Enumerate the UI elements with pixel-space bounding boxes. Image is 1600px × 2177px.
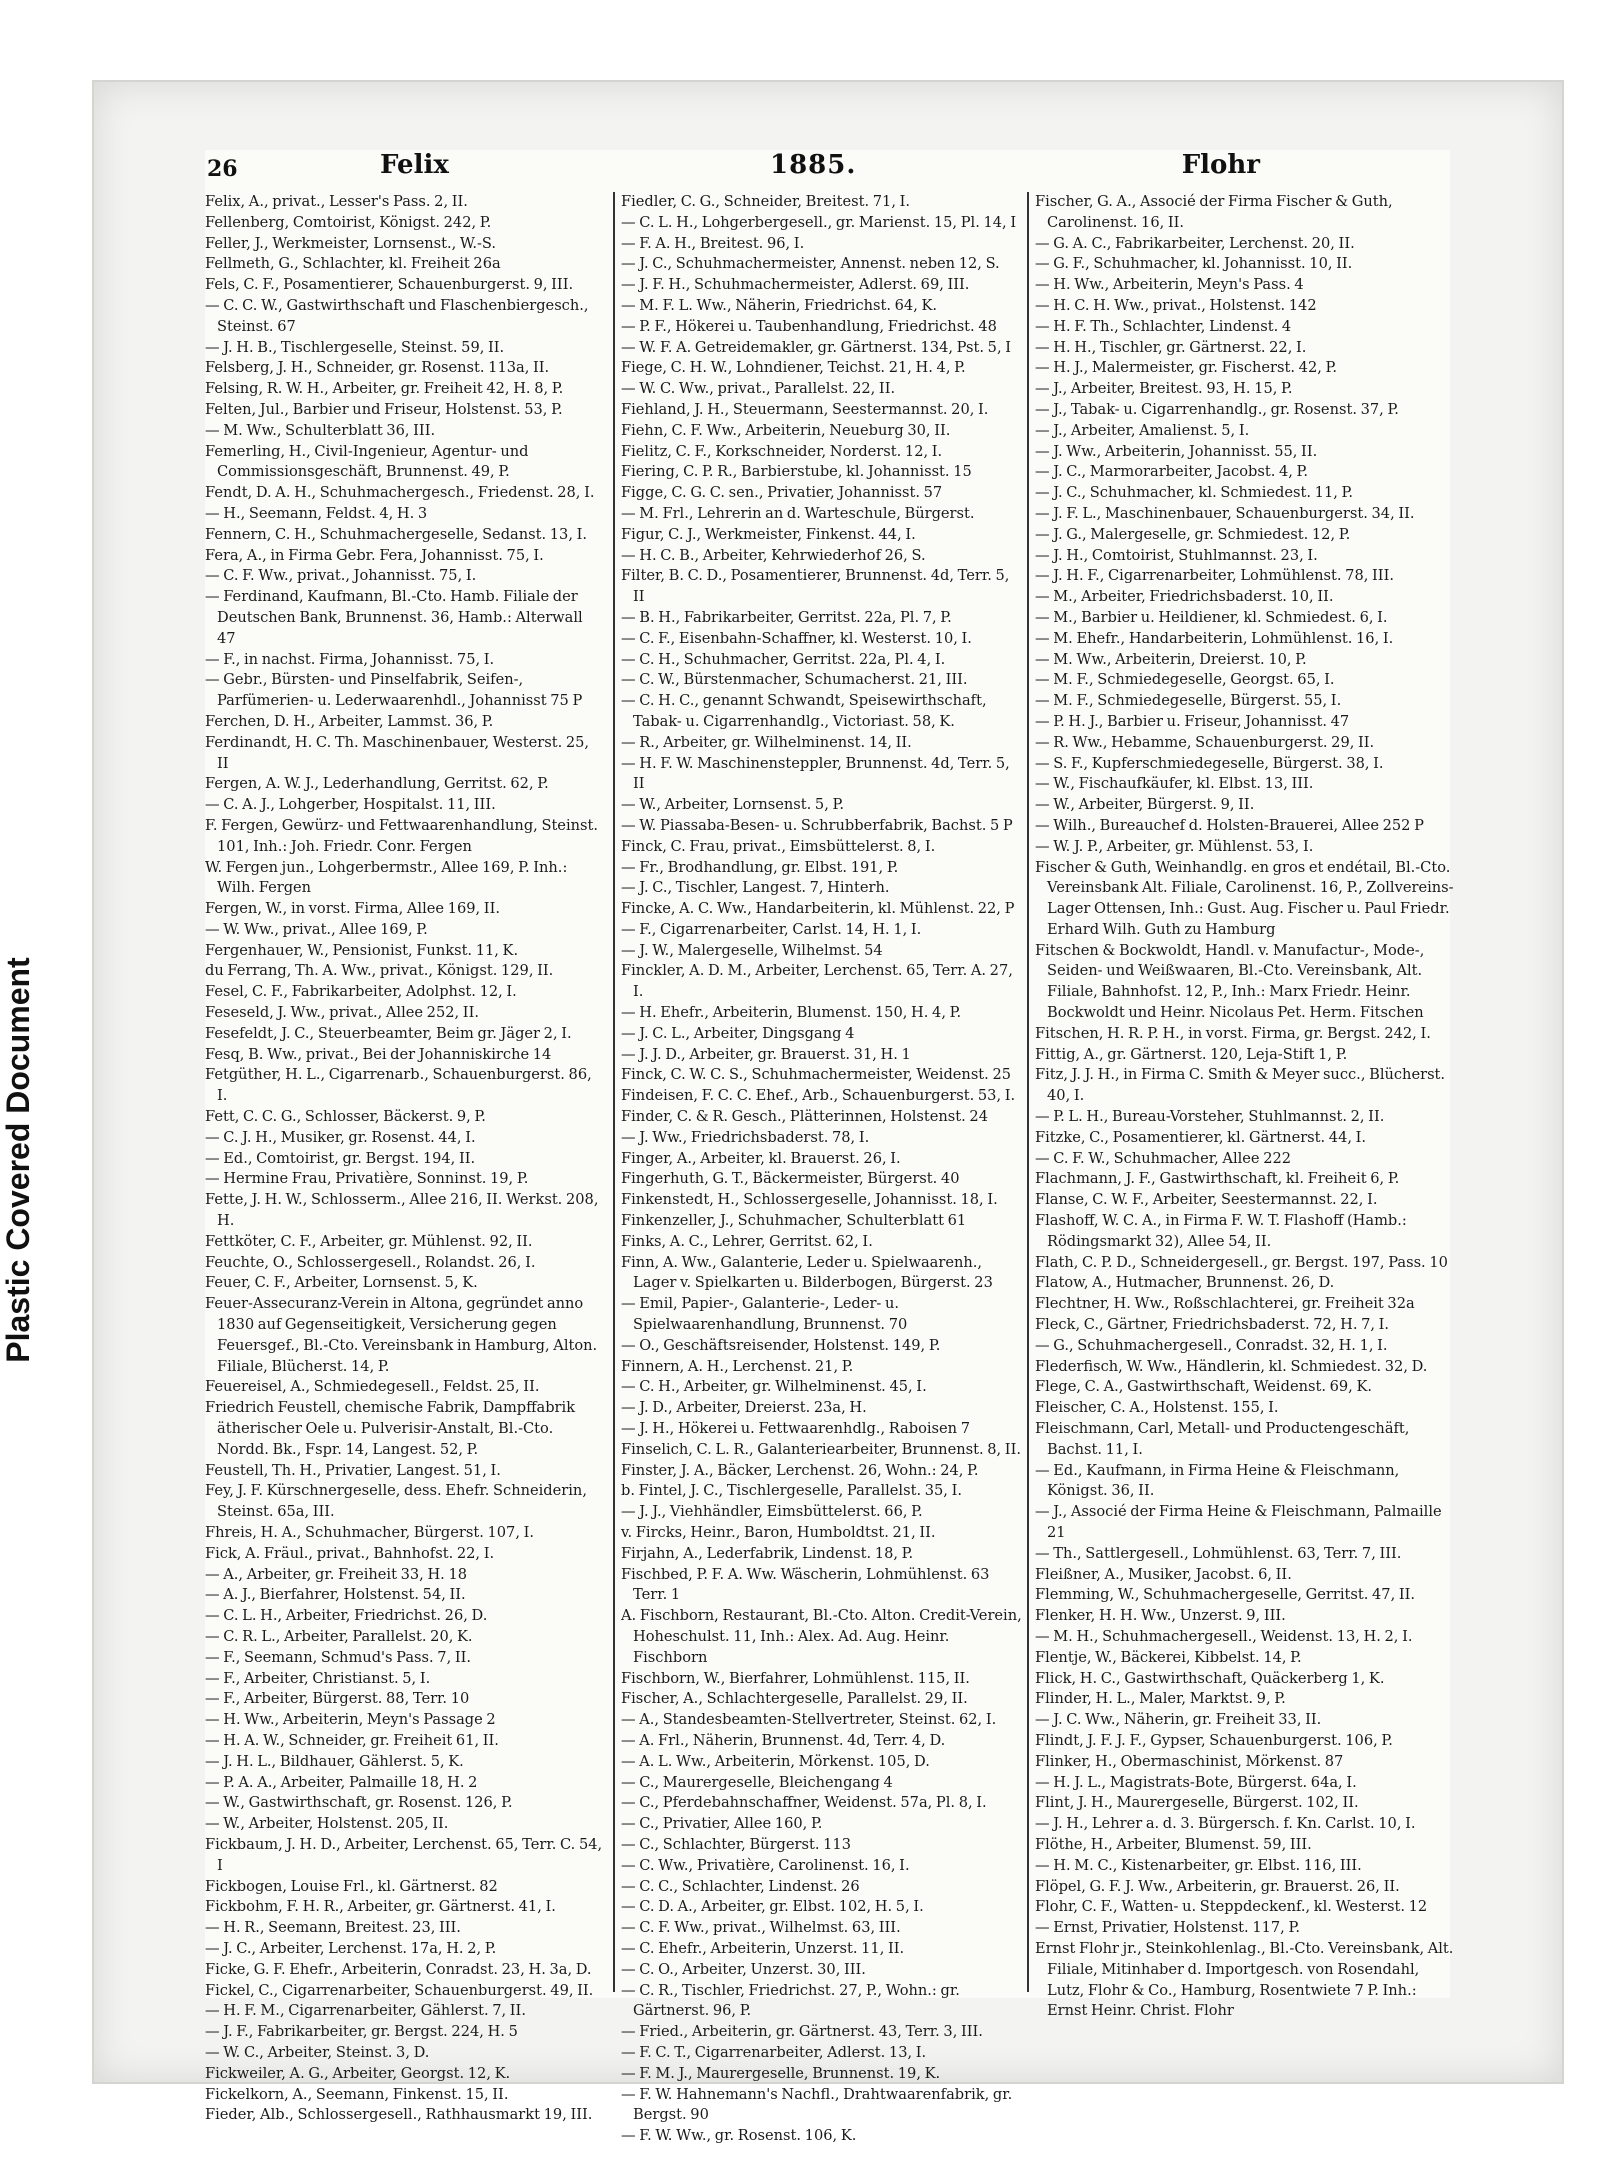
directory-entry: Feuereisel, A., Schmiedegesell., Feldst. 25, II. bbox=[205, 1378, 540, 1396]
directory-entry: — P. F., Hökerei u. Taubenhandlung, Friedrichst. 48 bbox=[621, 317, 997, 335]
directory-entry: Ferchen, D. H., Arbeiter, Lammst. 36, P. bbox=[205, 712, 494, 730]
directory-entry: Flechtner, H. Ww., Roßschlachterei, gr. Freiheit 32a bbox=[1035, 1295, 1415, 1313]
directory-entry: Ernst Flohr jr., Steinkohlenlag., Bl.-Cto. Vereinsbank, Alt. Filiale, Mitinhaber d. Importgesch. von Rosendahl, Lutz, Flohr & Co., Hamburg, Rosentwiete 7 P. Inh.: Ernst Heinr. Christ. Flohr bbox=[1035, 1939, 1454, 2020]
directory-entry: Findeisen, F. C. C. Ehef., Arb., Schauenburgerst. 53, I. bbox=[621, 1087, 1016, 1105]
directory-entry: Fett, C. C. G., Schlosser, Bäckerst. 9, P. bbox=[205, 1108, 486, 1126]
directory-entry: — C. C., Schlachter, Lindenst. 26 bbox=[621, 1877, 860, 1895]
directory-entry: — F. A. H., Breitest. 96, I. bbox=[621, 234, 805, 252]
directory-column-left bbox=[205, 192, 603, 2124]
directory-entry: Flentje, W., Bäckerei, Kibbelst. 14, P. bbox=[1035, 1648, 1302, 1666]
directory-entry: Fiehland, J. H., Steuermann, Seestermannst. 20, I. bbox=[621, 400, 989, 418]
directory-entry: Fellmeth, G., Schlachter, kl. Freiheit 26a bbox=[205, 255, 501, 273]
directory-entry: — H. A. W., Schneider, gr. Freiheit 61, II. bbox=[205, 1731, 499, 1749]
directory-entry: — H. H., Tischler, gr. Gärtnerst. 22, I. bbox=[1035, 338, 1307, 356]
directory-entry: — J. J., Viehhändler, Eimsbüttelerst. 66, P. bbox=[621, 1503, 923, 1521]
directory-entry: — C. R., Tischler, Friedrichst. 27, P., Wohn.: gr. Gärtnerst. 96, P. bbox=[621, 1981, 960, 2020]
directory-entry: — Fr., Brodhandlung, gr. Elbst. 191, P. bbox=[621, 858, 899, 876]
directory-entry: — H. Ehefr., Arbeiterin, Blumenst. 150, H. 4, P. bbox=[621, 1004, 962, 1022]
directory-entry: — Wilh., Bureauchef d. Holsten-Brauerei, Allee 252 P bbox=[1035, 816, 1424, 834]
directory-entry: Fendt, D. A. H., Schuhmachergesch., Friedenst. 28, I. bbox=[205, 484, 595, 502]
page-header bbox=[205, 150, 1450, 188]
directory-entry: v. Fircks, Heinr., Baron, Humboldtst. 21, II. bbox=[621, 1524, 936, 1541]
directory-entry: — J. C., Schuhmacher, kl. Schmiedest. 11, P. bbox=[1035, 484, 1354, 502]
directory-entry: Fickbaum, J. H. D., Arbeiter, Lerchenst. 65, Terr. C. 54, I bbox=[205, 1835, 603, 1874]
directory-entry: — H. C. H. Ww., privat., Holstenst. 142 bbox=[1035, 296, 1317, 314]
directory-entry: du Ferrang, Th. A. Ww., privat., Königst. 129, II. bbox=[205, 962, 554, 980]
directory-entry: — J. H. L., Bildhauer, Gählerst. 5, K. bbox=[205, 1752, 464, 1770]
directory-entry: — O., Geschäftsreisender, Holstenst. 149, P. bbox=[621, 1336, 941, 1354]
directory-entry: — J. H., Lehrer a. d. 3. Bürgersch. f. Kn. Carlst. 10, I. bbox=[1035, 1815, 1416, 1833]
directory-entry: — J. C. Ww., Näherin, gr. Freiheit 33, II. bbox=[1035, 1711, 1322, 1729]
directory-entry: Flanse, C. W. F., Arbeiter, Seestermannst. 22, I. bbox=[1035, 1191, 1378, 1209]
directory-entry: Flashoff, W. C. A., in Firma F. W. T. Flashoff (Hamb.: Rödingsmarkt 32), Allee 54, II. bbox=[1035, 1212, 1407, 1250]
directory-entry: Fergen, A. W. J., Lederhandlung, Gerritst. 62, P. bbox=[205, 775, 549, 793]
header-year: 1885. bbox=[770, 150, 857, 180]
directory-entry: — W., Arbeiter, Lornsenst. 5, P. bbox=[621, 796, 844, 814]
directory-entry: Femerling, H., Civil-Ingenieur, Agentur- und Commissionsgeschäft, Brunnenst. 49, P. bbox=[205, 442, 529, 481]
directory-entry: — F., Arbeiter, Bürgerst. 88, Terr. 10 bbox=[205, 1690, 470, 1708]
directory-entry: — R. Ww., Hebamme, Schauenburgerst. 29, II. bbox=[1035, 733, 1375, 751]
directory-entry: — C., Schlachter, Bürgerst. 113 bbox=[621, 1835, 851, 1853]
directory-entry: Flath, C. P. D., Schneidergesell., gr. Bergst. 197, Pass. 10 bbox=[1035, 1253, 1448, 1271]
directory-entry: Fergenhauer, W., Pensionist, Funkst. 11, K. bbox=[205, 941, 519, 959]
directory-entry: Fitschen & Bockwoldt, Handl. v. Manufactur-, Mode-, Seiden- und Weißwaaren, Bl.-Cto. Vereinsbank, Alt. Filiale, Bahnhofst. 12, P., Inh.: Marx Friedr. Heinr. Bockwoldt und Heinr. Nicolaus Pet. Herm. Fitschen bbox=[1035, 941, 1425, 1022]
directory-entry: — F. C. T., Cigarrenarbeiter, Adlerst. 13, I. bbox=[621, 2043, 927, 2061]
directory-entry: Fingerhuth, G. T., Bäckermeister, Bürgerst. 40 bbox=[621, 1170, 960, 1188]
directory-entry: — J. C. L., Arbeiter, Dingsgang 4 bbox=[621, 1024, 855, 1042]
directory-entry: Fesq, B. Ww., privat., Bei der Johanniskirche 14 bbox=[205, 1045, 552, 1063]
directory-entry: — M. Ww., Schulterblatt 36, III. bbox=[205, 421, 436, 439]
directory-entry: Fincke, A. C. Ww., Handarbeiterin, kl. Mühlenst. 22, P bbox=[621, 900, 1015, 918]
directory-entry: Figge, C. G. C. sen., Privatier, Johannisst. 57 bbox=[621, 484, 943, 502]
directory-entry: — J. G., Malergeselle, gr. Schmiedest. 12, P. bbox=[1035, 525, 1351, 543]
directory-entry: Fittig, A., gr. Gärtnerst. 120, Leja-Stift 1, P. bbox=[1035, 1045, 1348, 1063]
directory-entry: Fhreis, H. A., Schuhmacher, Bürgerst. 107, I. bbox=[205, 1524, 535, 1541]
directory-entry: — C. A. J., Lohgerber, Hospitalst. 11, III. bbox=[205, 796, 496, 814]
directory-entry: Fischer, G. A., Associé der Firma Fischer & Guth, Carolinenst. 16, II. bbox=[1035, 193, 1393, 231]
directory-entry: Flint, J. H., Maurergeselle, Bürgerst. 102, II. bbox=[1035, 1794, 1359, 1812]
header-right-word: Flohr bbox=[1181, 150, 1260, 180]
directory-entry: — W., Arbeiter, Holstenst. 205, II. bbox=[205, 1815, 449, 1833]
directory-entry: — M. F., Schmiedegeselle, Georgst. 65, I. bbox=[1035, 671, 1335, 689]
directory-entry: Fette, J. H. W., Schlosserm., Allee 216, II. Werkst. 208, H. bbox=[205, 1191, 599, 1230]
directory-entry: — H. J., Malermeister, gr. Fischerst. 42, P. bbox=[1035, 359, 1338, 377]
directory-entry: — J. C., Schuhmachermeister, Annenst. neben 12, S. bbox=[621, 255, 1000, 273]
directory-entry: Fleißner, A., Musiker, Jacobst. 6, II. bbox=[1035, 1565, 1292, 1583]
directory-entry: — C. H. C., genannt Schwandt, Speisewirthschaft, Tabak- u. Cigarrenhandlg., Victoriast. 58, K. bbox=[621, 692, 987, 730]
directory-entry: — P. H. J., Barbier u. Friseur, Johannisst. 47 bbox=[1035, 712, 1350, 730]
directory-entry: Finckler, A. D. M., Arbeiter, Lerchenst. 65, Terr. A. 27, I. bbox=[621, 962, 1013, 1001]
directory-entry: Feuer, C. F., Arbeiter, Lornsenst. 5, K. bbox=[205, 1274, 478, 1292]
directory-entry: Fiehn, C. F. Ww., Arbeiterin, Neueburg 30, II. bbox=[621, 421, 951, 439]
directory-entry: Fleck, C., Gärtner, Friedrichsbaderst. 72, H. 7, I. bbox=[1035, 1316, 1390, 1334]
directory-entry: Fickel, C., Cigarrenarbeiter, Schauenburgerst. 49, II. bbox=[205, 1981, 594, 1999]
directory-entry: Fischer & Guth, Weinhandlg. en gros et endétail, Bl.-Cto. Vereinsbank Alt. Filiale, Carolinenst. 16, P., Zollvereins-Lager Ottensen, Inh.: Gust. Aug. Fischer u. Paul Friedr. Erhard Wilh. Guth zu Hamburg bbox=[1035, 858, 1454, 938]
directory-entry: F. Fergen, Gewürz- und Fettwaarenhandlung, Steinst. 101, Inh.: Joh. Friedr. Conr. Fergen bbox=[205, 816, 599, 855]
directory-entry: — S. F., Kupferschmiedegeselle, Bürgerst. 38, I. bbox=[1035, 754, 1384, 772]
directory-entry: Fesefeldt, J. C., Steuerbeamter, Beim gr. Jäger 2, I. bbox=[205, 1024, 572, 1042]
directory-entry: — M. F., Schmiedegeselle, Bürgerst. 55, I. bbox=[1035, 692, 1342, 710]
directory-entry: Fleischmann, Carl, Metall- und Productengeschäft, Bachst. 11, I. bbox=[1035, 1420, 1410, 1458]
directory-entry: — M., Arbeiter, Friedrichsbaderst. 10, II. bbox=[1035, 588, 1334, 606]
directory-entry: Finger, A., Arbeiter, kl. Brauerst. 26, I. bbox=[621, 1149, 901, 1167]
directory-entry: Feuchte, O., Schlossergesell., Rolandst. 26, I. bbox=[205, 1253, 536, 1271]
directory-entry: Flick, H. C., Gastwirthschaft, Quäckerberg 1, K. bbox=[1035, 1669, 1385, 1687]
directory-entry: Fitzke, C., Posamentierer, kl. Gärtnerst. 44, I. bbox=[1035, 1128, 1367, 1146]
directory-entry: Flindt, J. F. J. F., Gypser, Schauenburgerst. 106, P. bbox=[1035, 1731, 1393, 1749]
directory-entry: Finder, C. & R. Gesch., Plätterinnen, Holstenst. 24 bbox=[621, 1108, 988, 1126]
header-left-word: Felix bbox=[380, 150, 449, 180]
directory-entry: — J. H. B., Tischlergeselle, Steinst. 59, II. bbox=[205, 338, 505, 356]
directory-entry: — F. W. Ww., gr. Rosenst. 106, K. bbox=[621, 2127, 857, 2145]
directory-entry: — J. C., Marmorarbeiter, Jacobst. 4, P. bbox=[1035, 463, 1309, 481]
directory-entry: Finkenzeller, J., Schuhmacher, Schulterblatt 61 bbox=[621, 1212, 967, 1230]
directory-entry: — W., Fischaufkäufer, kl. Elbst. 13, III. bbox=[1035, 775, 1314, 793]
directory-entry: Ficke, G. F. Ehefr., Arbeiterin, Conradst. 23, H. 3a, D. bbox=[205, 1960, 592, 1978]
directory-entry: Fischborn, W., Bierfahrer, Lohmühlenst. 115, II. bbox=[621, 1669, 970, 1687]
directory-entry: Fennern, C. H., Schuhmachergeselle, Sedanst. 13, I. bbox=[205, 525, 588, 543]
directory-entry: — Ferdinand, Kaufmann, Bl.-Cto. Hamb. Filiale der Deutschen Bank, Brunnenst. 36, Hamb.: Alterwall 47 bbox=[205, 588, 583, 647]
directory-entry: Feustell, Th. H., Privatier, Langest. 51, I. bbox=[205, 1461, 501, 1479]
directory-entry: — C. O., Arbeiter, Unzerst. 30, III. bbox=[621, 1960, 866, 1978]
directory-entry: Fick, A. Fräul., privat., Bahnhofst. 22, I. bbox=[205, 1544, 495, 1562]
directory-entry: Fitschen, H. R. P. H., in vorst. Firma, gr. Bergst. 242, I. bbox=[1035, 1024, 1431, 1042]
directory-entry: Fetgüther, H. L., Cigarrenarb., Schauenburgerst. 86, I. bbox=[205, 1066, 592, 1105]
directory-entry: Fickbohm, F. H. R., Arbeiter, gr. Gärtnerst. 41, I. bbox=[205, 1898, 556, 1916]
directory-entry: Friedrich Feustell, chemische Fabrik, Dampffabrik ätherischer Oele u. Pulverisir-Anstalt, Bl.-Cto. Nordd. Bk., Fspr. 14, Langest. 52, P. bbox=[205, 1399, 576, 1458]
directory-entry: Flederfisch, W. Ww., Händlerin, kl. Schmiedest. 32, D. bbox=[1035, 1357, 1428, 1375]
directory-entry: Felsberg, J. H., Schneider, gr. Rosenst. 113a, II. bbox=[205, 359, 550, 377]
directory-entry: — C. Ww., Privatière, Carolinenst. 16, I. bbox=[621, 1856, 910, 1874]
directory-entry: — J. F., Fabrikarbeiter, gr. Bergst. 224, H. 5 bbox=[205, 2023, 518, 2041]
directory-entry: Flachmann, J. F., Gastwirthschaft, kl. Freiheit 6, P. bbox=[1035, 1170, 1400, 1188]
directory-entry: — W. Piassaba-Besen- u. Schrubberfabrik, Bachst. 5 P bbox=[621, 816, 1013, 834]
directory-entry: — C. F., Eisenbahn-Schaffner, kl. Westerst. 10, I. bbox=[621, 629, 972, 647]
directory-entry: Fielitz, C. F., Korkschneider, Norderst. 12, I. bbox=[621, 442, 943, 460]
directory-entry: — F., Cigarrenarbeiter, Carlst. 14, H. 1, I. bbox=[621, 920, 922, 938]
directory-entry: Flenker, H. H. Ww., Unzerst. 9, III. bbox=[1035, 1607, 1286, 1625]
directory-entry: — G., Schuhmachergesell., Conradst. 32, H. 1, I. bbox=[1035, 1336, 1388, 1354]
directory-entry: Fleischer, C. A., Holstenst. 155, I. bbox=[1035, 1399, 1279, 1417]
directory-entry: — W., Gastwirthschaft, gr. Rosenst. 126, P. bbox=[205, 1794, 513, 1812]
directory-entry: — J. C., Tischler, Langest. 7, Hinterh. bbox=[621, 879, 890, 897]
directory-entry: — J., Tabak- u. Cigarrenhandlg., gr. Rosenst. 37, P. bbox=[1035, 400, 1399, 418]
directory-entry: Flinker, H., Obermaschinist, Mörkenst. 87 bbox=[1035, 1752, 1344, 1770]
directory-entry: A. Fischborn, Restaurant, Bl.-Cto. Alton. Credit-Verein, Hoheschulst. 11, Inh.: Alex. Ad. Aug. Heinr. Fischborn bbox=[621, 1607, 1022, 1666]
directory-entry: — J., Arbeiter, Amalienst. 5, I. bbox=[1035, 421, 1250, 439]
directory-entry: — J. H., Comtoirist, Stuhlmannst. 23, I. bbox=[1035, 546, 1318, 564]
directory-entry: — F., Arbeiter, Christianst. 5, I. bbox=[205, 1669, 431, 1687]
directory-entry: — J., Arbeiter, Breitest. 93, H. 15, P. bbox=[1035, 380, 1293, 398]
directory-entry: — C. F. Ww., privat., Wilhelmst. 63, III. bbox=[621, 1919, 901, 1937]
directory-entry: Flöpel, G. F. J. Ww., Arbeiterin, gr. Brauerst. 26, II. bbox=[1035, 1877, 1400, 1895]
directory-entry: Flemming, W., Schuhmachergeselle, Gerritst. 47, II. bbox=[1035, 1586, 1416, 1604]
directory-entry: Fitz, J. J. H., in Firma C. Smith & Meyer succ., Blücherst. 40, I. bbox=[1035, 1066, 1446, 1105]
directory-entry: — H. R., Seemann, Breitest. 23, III. bbox=[205, 1919, 461, 1937]
directory-entry: — C. H., Arbeiter, gr. Wilhelminenst. 45, I. bbox=[621, 1378, 927, 1396]
directory-entry: — C. H., Schuhmacher, Gerritst. 22a, Pl. 4, I. bbox=[621, 650, 946, 668]
directory-entry: Finks, A. C., Lehrer, Gerritst. 62, I. bbox=[621, 1232, 873, 1250]
directory-entry: — H. F. M., Cigarrenarbeiter, Gählerst. 7, II. bbox=[205, 2002, 526, 2020]
directory-entry: Figur, C. J., Werkmeister, Finkenst. 44, I. bbox=[621, 525, 916, 543]
directory-entry: Flatow, A., Hutmacher, Brunnenst. 26, D. bbox=[1035, 1274, 1335, 1292]
directory-entry: Finn, A. Ww., Galanterie, Leder u. Spielwaarenh., Lager v. Spielkarten u. Bilderbogen, Bürgerst. 23 bbox=[621, 1253, 993, 1292]
directory-entry: — W., Arbeiter, Bürgerst. 9, II. bbox=[1035, 796, 1255, 814]
directory-entry: — F., Seemann, Schmud's Pass. 7, II. bbox=[205, 1648, 472, 1666]
directory-entry: Fiege, C. H. W., Lohndiener, Teichst. 21, H. 4, P. bbox=[621, 359, 966, 377]
directory-entry: — W. C., Arbeiter, Steinst. 3, D. bbox=[205, 2043, 430, 2061]
directory-entry: — J. F. L., Maschinenbauer, Schauenburgerst. 34, II. bbox=[1035, 504, 1415, 522]
directory-entry: — M. Frl., Lehrerin an d. Warteschule, Bürgerst. bbox=[621, 504, 975, 522]
directory-entry: — Th., Sattlergesell., Lohmühlenst. 63, Terr. 7, III. bbox=[1035, 1544, 1402, 1562]
directory-entry: — H. F. W. Maschinensteppler, Brunnenst. 4d, Terr. 5, II bbox=[621, 754, 1010, 793]
page-number: 26 bbox=[207, 156, 238, 182]
directory-entry: — J. C., Arbeiter, Lerchenst. 17a, H. 2, P. bbox=[205, 1939, 497, 1957]
directory-entry: — Ed., Kaufmann, in Firma Heine & Fleischmann, Königst. 36, II. bbox=[1035, 1461, 1400, 1500]
directory-entry: — A. Frl., Näherin, Brunnenst. 4d, Terr. 4, D. bbox=[621, 1731, 946, 1749]
directory-entry: Flege, C. A., Gastwirthschaft, Weidenst. 69, K. bbox=[1035, 1378, 1372, 1396]
directory-entry: Fesel, C. F., Fabrikarbeiter, Adolphst. 12, I. bbox=[205, 983, 517, 1001]
directory-entry: — C. F. W., Schuhmacher, Allee 222 bbox=[1035, 1149, 1292, 1167]
directory-entry: Fieder, Alb., Schlossergesell., Rathhausmarkt 19, III. bbox=[205, 2106, 593, 2124]
directory-entry: — C., Maurergeselle, Bleichengang 4 bbox=[621, 1773, 893, 1791]
directory-entry: — M., Barbier u. Heildiener, kl. Schmiedest. 6, I. bbox=[1035, 608, 1388, 626]
directory-entry: Finck, C. W. C. S., Schuhmachermeister, Weidenst. 25 bbox=[621, 1066, 1012, 1084]
directory-entry: Fischbed, P. F. A. Ww. Wäscherin, Lohmühlenst. 63 Terr. 1 bbox=[621, 1565, 990, 1604]
directory-entry: Fischer, A., Schlachtergeselle, Parallelst. 29, II. bbox=[621, 1690, 968, 1708]
directory-entry: — W. F. A. Getreidemakler, gr. Gärtnerst. 134, Pst. 5, I bbox=[621, 338, 1012, 356]
directory-entry: — C. D. A., Arbeiter, gr. Elbst. 102, H. 5, I. bbox=[621, 1898, 924, 1916]
directory-entry: Fettköter, C. F., Arbeiter, gr. Mühlenst. 92, II. bbox=[205, 1232, 533, 1250]
plastic-covered-label: Plastic Covered Document bbox=[0, 957, 36, 1363]
directory-entry: b. Fintel, J. C., Tischlergeselle, Parallelst. 35, I. bbox=[621, 1482, 962, 1500]
directory-entry: Fergen, W., in vorst. Firma, Allee 169, II. bbox=[205, 900, 500, 918]
directory-entry: — J. D., Arbeiter, Dreierst. 23a, H. bbox=[621, 1399, 867, 1417]
directory-column-middle bbox=[613, 192, 1023, 2145]
directory-entry: Feuer-Assecuranz-Verein in Altona, gegründet anno 1830 auf Gegenseitigkeit, Versicherung gegen Feuersgef., Bl.-Cto. Vereinsbank in Hamburg, Alton. Filiale, Blücherst. 14, P. bbox=[205, 1295, 598, 1375]
directory-entry: — F. W. Hahnemann's Nachfl., Drahtwaarenfabrik, gr. Bergst. 90 bbox=[621, 2085, 1013, 2124]
directory-column-right bbox=[1027, 192, 1454, 2020]
directory-entry: Fels, C. F., Posamentierer, Schauenburgerst. 9, III. bbox=[205, 276, 574, 294]
directory-entry: — W. C. Ww., privat., Parallelst. 22, II. bbox=[621, 380, 896, 398]
directory-entry: — P. A. A., Arbeiter, Palmaille 18, H. 2 bbox=[205, 1773, 478, 1791]
directory-entry: — C. W., Bürstenmacher, Schumacherst. 21, III. bbox=[621, 671, 968, 689]
directory-entry: — A., Standesbeamten-Stellvertreter, Steinst. 62, I. bbox=[621, 1711, 997, 1729]
directory-entry: — W. J. P., Arbeiter, gr. Mühlenst. 53, I. bbox=[1035, 837, 1314, 855]
directory-entry: Finnern, A. H., Lerchenst. 21, P. bbox=[621, 1357, 854, 1375]
directory-entry: Fiedler, C. G., Schneider, Breitest. 71, I. bbox=[621, 193, 910, 210]
directory-entry: — Fried., Arbeiterin, gr. Gärtnerst. 43, Terr. 3, III. bbox=[621, 2023, 983, 2041]
directory-entry: — M. Ehefr., Handarbeiterin, Lohmühlenst. 16, I. bbox=[1035, 629, 1394, 647]
directory-entry: — H. C. B., Arbeiter, Kehrwiederhof 26, S. bbox=[621, 546, 926, 564]
directory-entry: — C., Privatier, Allee 160, P. bbox=[621, 1815, 823, 1833]
directory-entry: Finkenstedt, H., Schlossergeselle, Johannisst. 18, I. bbox=[621, 1191, 998, 1209]
directory-entry: — F., in nachst. Firma, Johannisst. 75, I. bbox=[205, 650, 495, 668]
directory-entry: Finster, J. A., Bäcker, Lerchenst. 26, Wohn.: 24, P. bbox=[621, 1461, 979, 1479]
directory-entry: — J. Ww., Friedrichsbaderst. 78, I. bbox=[621, 1128, 870, 1146]
directory-page bbox=[205, 150, 1454, 2145]
directory-entry: — C. C. W., Gastwirthschaft und Flaschenbiergesch., Steinst. 67 bbox=[205, 296, 589, 335]
directory-entry: Feseseld, J. Ww., privat., Allee 252, II. bbox=[205, 1004, 479, 1022]
directory-entry: — H. M. C., Kistenarbeiter, gr. Elbst. 116, III. bbox=[1035, 1856, 1362, 1874]
directory-entry: — J. F. H., Schuhmachermeister, Adlerst. 69, III. bbox=[621, 276, 970, 294]
directory-entry: — P. L. H., Bureau-Vorsteher, Stuhlmannst. 2, II. bbox=[1035, 1108, 1385, 1126]
directory-entry: — C. L. H., Lohgerbergesell., gr. Marienst. 15, Pl. 14, I bbox=[621, 213, 1017, 231]
directory-entry: — A. J., Bierfahrer, Holstenst. 54, II. bbox=[205, 1586, 466, 1604]
directory-entry: Fiering, C. P. R., Barbierstube, kl. Johannisst. 15 bbox=[621, 463, 972, 481]
directory-entry: Felten, Jul., Barbier und Friseur, Holstenst. 53, P. bbox=[205, 400, 563, 418]
directory-entry: — Hermine Frau, Privatière, Sonninst. 19, P. bbox=[205, 1170, 529, 1188]
directory-entry: — Gebr., Bürsten- und Pinselfabrik, Seifen-, Parfümerien- u. Lederwaarenhdl., Johannisst 75 P bbox=[205, 671, 583, 710]
directory-entry: — C. J. H., Musiker, gr. Rosenst. 44, I. bbox=[205, 1128, 476, 1146]
directory-entry: Finselich, C. L. R., Galanteriearbeiter, Brunnenst. 8, II. bbox=[621, 1440, 1021, 1458]
directory-entry: Felsing, R. W. H., Arbeiter, gr. Freiheit 42, H. 8, P. bbox=[205, 380, 564, 398]
directory-entry: — C. L. H., Arbeiter, Friedrichst. 26, D. bbox=[205, 1607, 488, 1625]
directory-entry: — C. R. L., Arbeiter, Parallelst. 20, K. bbox=[205, 1627, 473, 1645]
directory-entry: — G. F., Schuhmacher, kl. Johannisst. 10, II. bbox=[1035, 255, 1353, 273]
directory-entry: — W. Ww., privat., Allee 169, P. bbox=[205, 920, 428, 938]
directory-entry: Fellenberg, Comtoirist, Königst. 242, P. bbox=[205, 213, 492, 231]
directory-entry: Firjahn, A., Lederfabrik, Lindenst. 18, P. bbox=[621, 1544, 914, 1562]
directory-entry: Fickweiler, A. G., Arbeiter, Georgst. 12, K. bbox=[205, 2064, 511, 2082]
directory-entry: — J. H., Hökerei u. Fettwaarenhdlg., Raboisen 7 bbox=[621, 1420, 970, 1438]
directory-entry: — J. J. D., Arbeiter, gr. Brauerst. 31, H. 1 bbox=[621, 1045, 911, 1063]
directory-entry: Ferdinandt, H. C. Th. Maschinenbauer, Westerst. 25, II bbox=[205, 733, 590, 772]
directory-entry: — J. H. F., Cigarrenarbeiter, Lohmühlenst. 78, III. bbox=[1035, 567, 1394, 585]
directory-entry: — H. J. L., Magistrats-Bote, Bürgerst. 64a, I. bbox=[1035, 1773, 1357, 1791]
directory-entry: Felix, A., privat., Lesser's Pass. 2, II. bbox=[205, 193, 468, 210]
directory-entry: Feller, J., Werkmeister, Lornsenst., W.-S. bbox=[205, 234, 497, 252]
directory-entry: — M. Ww., Arbeiterin, Dreierst. 10, P. bbox=[1035, 650, 1307, 668]
directory-entry: — F. M. J., Maurergeselle, Brunnenst. 19, K. bbox=[621, 2064, 941, 2082]
directory-entry: — C. F. Ww., privat., Johannisst. 75, I. bbox=[205, 567, 477, 585]
directory-entry: W. Fergen jun., Lohgerbermstr., Allee 169, P. Inh.: Wilh. Fergen bbox=[205, 858, 568, 897]
directory-entry: — R., Arbeiter, gr. Wilhelminenst. 14, II. bbox=[621, 733, 912, 751]
directory-entry: — J. Ww., Arbeiterin, Johannisst. 55, II. bbox=[1035, 442, 1318, 460]
directory-entry: Fickelkorn, A., Seemann, Finkenst. 15, II. bbox=[205, 2085, 509, 2103]
directory-entry: — H. Ww., Arbeiterin, Meyn's Passage 2 bbox=[205, 1711, 496, 1729]
directory-entry: Flohr, C. F., Watten- u. Steppdeckenf., kl. Westerst. 12 bbox=[1035, 1898, 1428, 1916]
directory-entry: — C., Pferdebahnschaffner, Weidenst. 57a, Pl. 8, I. bbox=[621, 1794, 987, 1812]
directory-entry: — A., Arbeiter, gr. Freiheit 33, H. 18 bbox=[205, 1565, 468, 1583]
directory-entry: — A. L. Ww., Arbeiterin, Mörkenst. 105, D. bbox=[621, 1752, 930, 1770]
directory-entry: — C. Ehefr., Arbeiterin, Unzerst. 11, II. bbox=[621, 1939, 905, 1957]
directory-entry: — Ernst, Privatier, Holstenst. 117, P. bbox=[1035, 1919, 1300, 1937]
directory-entry: — M. H., Schuhmachergesell., Weidenst. 13, H. 2, I. bbox=[1035, 1627, 1413, 1645]
directory-entry: — M. F. L. Ww., Näherin, Friedrichst. 64, K. bbox=[621, 296, 938, 314]
directory-entry: Flöthe, H., Arbeiter, Blumenst. 59, III. bbox=[1035, 1835, 1312, 1853]
directory-entry: — H. Ww., Arbeiterin, Meyn's Pass. 4 bbox=[1035, 276, 1304, 294]
directory-entry: Fera, A., in Firma Gebr. Fera, Johannisst. 75, I. bbox=[205, 546, 544, 564]
directory-entry: Finck, C. Frau, privat., Eimsbüttelerst. 8, I. bbox=[621, 837, 936, 855]
directory-entry: Fey, J. F. Kürschnergeselle, dess. Ehefr. Schneiderin, Steinst. 65a, III. bbox=[205, 1482, 587, 1521]
directory-entry: — J., Associé der Firma Heine & Fleischmann, Palmaille 21 bbox=[1035, 1503, 1442, 1541]
directory-entry: — H., Seemann, Feldst. 4, H. 3 bbox=[205, 504, 428, 522]
directory-entry: Flinder, H. L., Maler, Marktst. 9, P. bbox=[1035, 1690, 1286, 1708]
directory-entry: Fickbogen, Louise Frl., kl. Gärtnerst. 82 bbox=[205, 1877, 498, 1895]
directory-entry: Filter, B. C. D., Posamentierer, Brunnenst. 4d, Terr. 5, II bbox=[621, 567, 1010, 606]
directory-entry: — Emil, Papier-, Galanterie-, Leder- u. Spielwaarenhandlung, Brunnenst. 70 bbox=[621, 1295, 908, 1334]
directory-entry: — Ed., Comtoirist, gr. Bergst. 194, II. bbox=[205, 1149, 476, 1167]
directory-entry: — H. F. Th., Schlachter, Lindenst. 4 bbox=[1035, 317, 1292, 335]
directory-entry: — G. A. C., Fabrikarbeiter, Lerchenst. 20, II. bbox=[1035, 234, 1355, 252]
directory-entry: — B. H., Fabrikarbeiter, Gerritst. 22a, Pl. 7, P. bbox=[621, 608, 952, 626]
directory-entry: — J. W., Malergeselle, Wilhelmst. 54 bbox=[621, 941, 883, 959]
